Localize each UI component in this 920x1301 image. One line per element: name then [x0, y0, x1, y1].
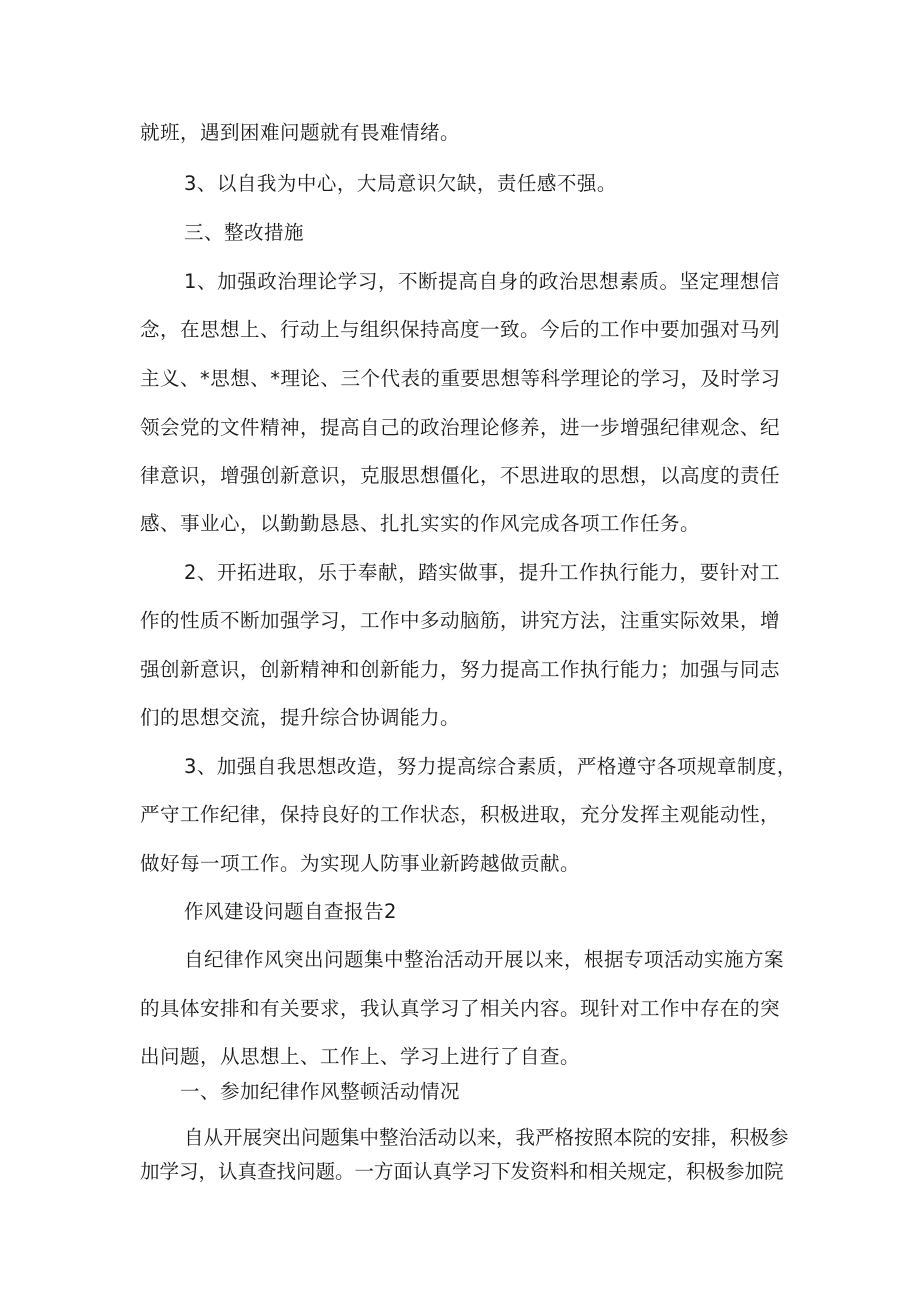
- paragraph-line: 加学习，认真查找问题。一方面认真学习下发资料和相关规定，积极参加院: [140, 1160, 784, 1183]
- paragraph-line: 念，在思想上、行动上与组织保持高度一致。今后的工作中要加强对马列: [140, 318, 781, 341]
- paragraph-line: 就班，遇到困难问题就有畏难情绪。: [140, 121, 461, 144]
- paragraph-line: 做好每一项工作。为实现人防事业新跨越做贡献。: [140, 852, 581, 875]
- paragraph-line: 律意识，增强创新意识，克服思想僵化，不思进取的思想，以高度的责任: [140, 464, 781, 487]
- paragraph-line: 的具体安排和有关要求，我认真学习了相关内容。现针对工作中存在的突: [140, 997, 781, 1020]
- paragraph-line: 严守工作纪律，保持良好的工作状态，积极进取，充分发挥主观能动性，: [140, 803, 781, 826]
- paragraph-line: 3、加强自我思想改造，努力提高综合素质，严格遵守各项规章制度，: [184, 755, 797, 778]
- paragraph-line: 出问题，从思想上、工作上、学习上进行了自查。: [140, 1045, 581, 1068]
- paragraph-line: 们的思想交流，提升综合协调能力。: [140, 706, 461, 729]
- paragraph-line: 3、以自我为中心，大局意识欠缺，责任感不强。: [184, 172, 617, 195]
- paragraph-line: 自从开展突出问题集中整治活动以来，我严格按照本院的安排，积极参: [184, 1126, 789, 1149]
- section-heading: 三、整改措施: [184, 221, 305, 244]
- paragraph-line: 主义、*思想、*理论、三个代表的重要思想等科学理论的学习，及时学习: [140, 367, 781, 390]
- section-heading: 一、参加纪律作风整顿活动情况: [180, 1080, 461, 1103]
- paragraph-line: 领会党的文件精神，提高自己的政治理论修养，进一步增强纪律观念、纪: [140, 416, 781, 439]
- paragraph-line: 2、开拓进取，乐于奉献，踏实做事，提升工作执行能力，要针对工: [184, 561, 780, 584]
- paragraph-line: 作的性质不断加强学习，工作中多动脑筋，讲究方法，注重实际效果，增: [140, 609, 781, 632]
- paragraph-line: 1、加强政治理论学习，不断提高自身的政治思想素质。坚定理想信: [184, 270, 780, 293]
- report-title: 作风建设问题自查报告2: [184, 900, 397, 923]
- paragraph-line: 自纪律作风突出问题集中整治活动开展以来，根据专项活动实施方案: [184, 948, 785, 971]
- paragraph-line: 感、事业心，以勤勤恳恳、扎扎实实的作风完成各项工作任务。: [140, 512, 701, 535]
- paragraph-line: 强创新意识，创新精神和创新能力，努力提高工作执行能力；加强与同志: [140, 658, 781, 681]
